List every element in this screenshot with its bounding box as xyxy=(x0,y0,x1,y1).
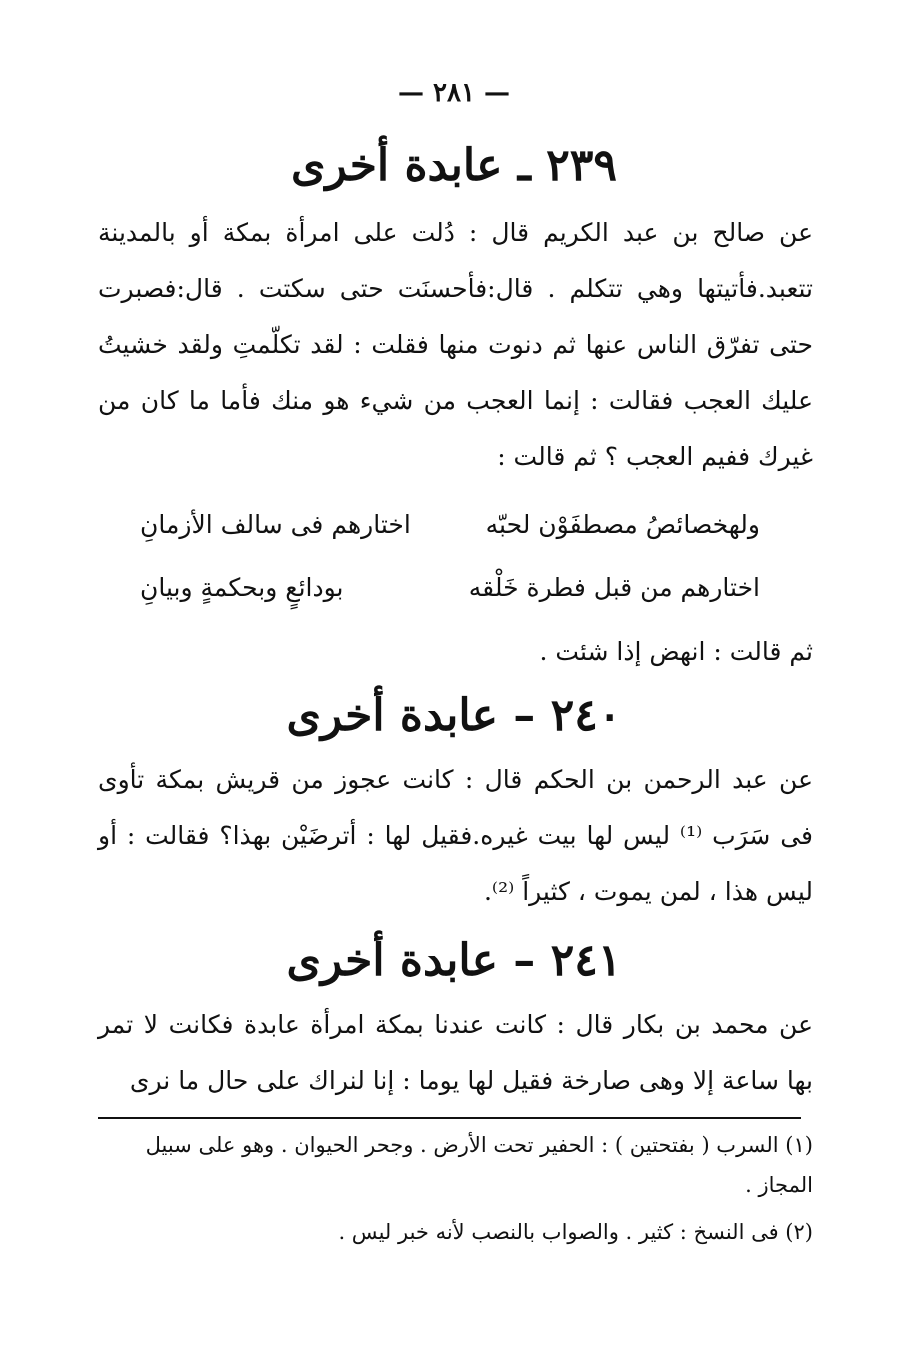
section-heading-241: ٢٤١ – عابدة أخرى xyxy=(286,935,622,986)
section-heading-239: ٢٣٩ ـ عابدة أخرى xyxy=(291,140,617,191)
verse-hemistich-left: اختارهم فى سالف الأزمانِ xyxy=(140,510,411,539)
section-paragraph-241: عن محمد بن بكار قال : كانت عندنا بمكة امرأة عابدة فكانت لا تمر بها ساعة إلا وهى صارخة فقيل لها يوما : إنا لنراك على حال ما نرى xyxy=(98,1010,813,1095)
section-closing-239: ثم قالت : انهض إذا شئت . xyxy=(539,637,813,666)
footnote-divider xyxy=(98,1117,801,1119)
page-number: — ٢٨١ — xyxy=(397,78,511,108)
section-paragraph-239: عن صالح بن عبد الكريم قال : دُلت على امرأة بمكة أو بالمدينة تتعبد.فأتيتها وهي تتكلم . قال:فأحسنَت حتى سكتت . قال:فصبرت حتى تفرّق الناس عنها ثم دنوت منها فقلت : لقد تكلّمتِ ولقد خشيتُ عليك العجب فقالت : إنما العجب من شيء هو منك فأما ما كان من غيرك ففيم العجب ؟ ثم قالت : xyxy=(98,218,813,471)
footnote-1: (١) السرب ( بفتحتين ) : الحفير تحت الأرض . وجحر الحيوان . وهو على سبيل المجاز . xyxy=(145,1133,813,1197)
section-heading-240: ٢٤٠ – عابدة أخرى xyxy=(286,690,622,741)
footnote-2: (٢) فى النسخ : كثير . والصواب بالنصب لأنه خبر ليس . xyxy=(338,1220,813,1244)
verse-hemistich-right: ولهخصائصُ مصطفَوْن لحبّه xyxy=(485,510,760,539)
verse-hemistich-left: بودائعٍ وبحكمةٍ وبيانِ xyxy=(140,573,344,602)
verse-hemistich-right: اختارهم من قبل فطرة خَلْقه xyxy=(468,573,760,602)
section-paragraph-240: عن عبد الرحمن بن الحكم قال : كانت عجوز من قريش بمكة تأوى فى سَرَب ⁽¹⁾ ليس لها بيت غيره.فقيل لها : أترضَيْن بهذا؟ فقالت : أو ليس هذا ، لمن يموت ، كثيراً ⁽²⁾. xyxy=(98,765,813,906)
